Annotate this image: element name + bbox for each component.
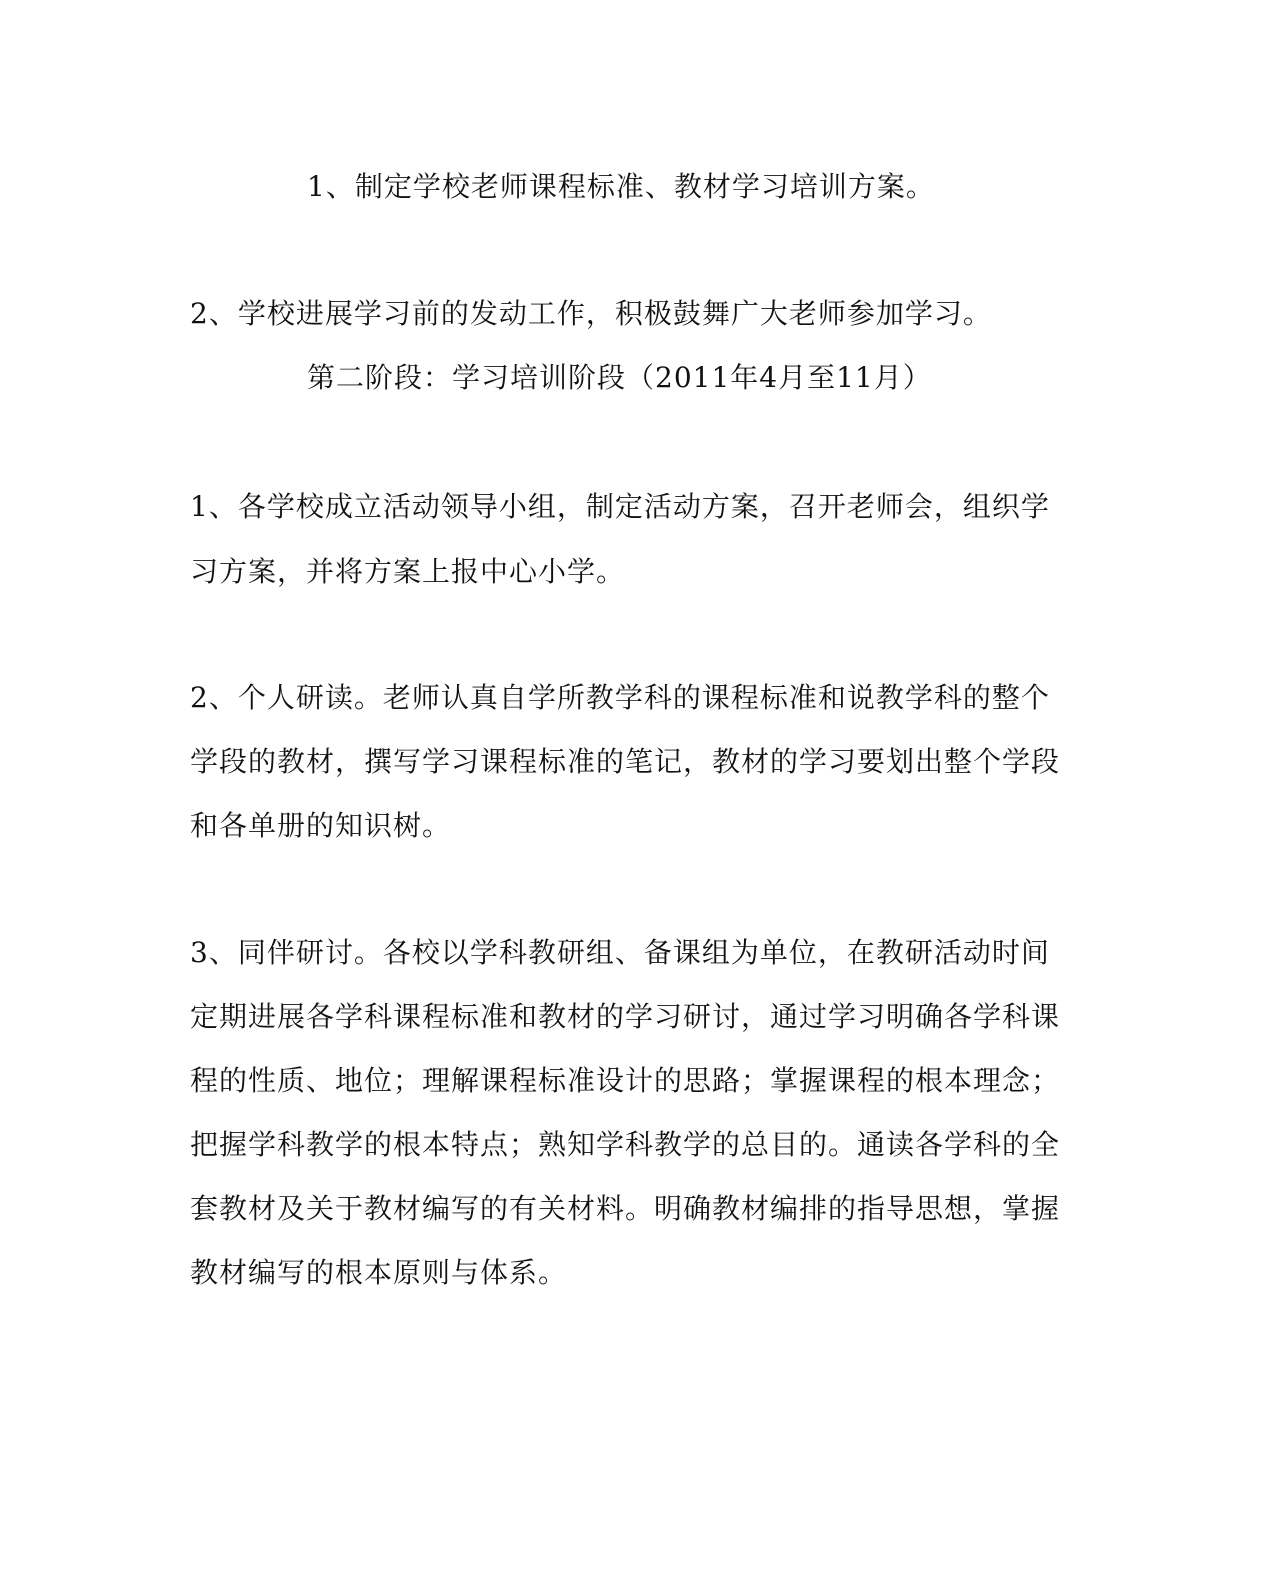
text-line: 3、同伴研讨。各校以学科教研组、备课组为单位，在教研活动时间 — [190, 936, 1050, 969]
section-heading: 第二阶段：学习培训阶段（2011年4月至11月） — [307, 361, 932, 394]
text-line: 1、各学校成立活动领导小组，制定活动方案，召开老师会，组织学 — [190, 490, 1050, 523]
text-line: 1、制定学校老师课程标准、教材学习培训方案。 — [307, 170, 935, 203]
text-line: 程的性质、地位；理解课程标准设计的思路；掌握课程的根本理念； — [190, 1064, 1061, 1097]
text-line: 教材编写的根本原则与体系。 — [190, 1256, 568, 1289]
text-line: 套教材及关于教材编写的有关材料。明确教材编排的指导思想，掌握 — [190, 1192, 1061, 1225]
text-line: 定期进展各学科课程标准和教材的学习研讨，通过学习明确各学科课 — [190, 1000, 1061, 1033]
text-line: 和各单册的知识树。 — [190, 809, 452, 842]
text-line: 2、个人研读。老师认真自学所教学科的课程标准和说教学科的整个 — [190, 681, 1050, 714]
text-line: 2、学校进展学习前的发动工作，积极鼓舞广大老师参加学习。 — [190, 297, 992, 330]
text-line: 把握学科教学的根本特点；熟知学科教学的总目的。通读各学科的全 — [190, 1128, 1061, 1161]
text-line: 学段的教材，撰写学习课程标准的笔记，教材的学习要划出整个学段 — [190, 745, 1061, 778]
text-line: 习方案，并将方案上报中心小学。 — [190, 555, 626, 588]
